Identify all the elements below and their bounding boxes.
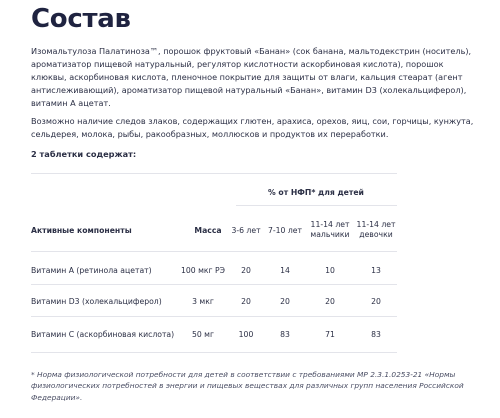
header-line: мальчики bbox=[310, 230, 350, 239]
table-divider bbox=[236, 205, 397, 206]
row-vitamin-c-name: Витамин С (аскорбиновая кислота) bbox=[31, 330, 175, 339]
row-vitamin-c-boys: 71 bbox=[325, 330, 335, 339]
row-vitamin-d3-name: Витамин D3 (холекальциферол) bbox=[31, 297, 162, 306]
column-header-component: Активные компоненты bbox=[31, 226, 132, 235]
table-divider bbox=[31, 352, 397, 353]
row-vitamin-d3-girls: 20 bbox=[371, 297, 381, 306]
column-header-mass: Масса bbox=[194, 226, 222, 235]
row-vitamin-c-age-7-10: 83 bbox=[280, 330, 290, 339]
table-divider bbox=[31, 173, 397, 174]
column-header-age-11-14-girls bbox=[352, 220, 400, 240]
header-line: девочки bbox=[359, 230, 393, 239]
table-subheading: 2 таблетки содержат: bbox=[31, 149, 137, 159]
row-vitamin-a-age-7-10: 14 bbox=[280, 266, 290, 275]
column-header-age-7-10: 7-10 лет bbox=[267, 226, 302, 235]
group-header: % от НФП* для детей bbox=[268, 188, 364, 197]
row-vitamin-c-age-3-6: 100 bbox=[238, 330, 254, 339]
row-vitamin-d3-boys: 20 bbox=[325, 297, 335, 306]
header-line: 11-14 лет bbox=[310, 220, 350, 229]
ingredients-text: Изомальтулоза Палатиноза™, порошок фруктовый «Банан» (сок банана, мальтодекстрин (носитель), ароматизатор пищевой натуральный, регулятор кислотности аскорбиновая кислота), порошок клюквы, аскорбиновая кислота, пленочное покрытие для защиты от влаги, кальция стеарат (агент антислеживающий), ароматизатор пищевой натуральный «Банан», витамин D3 (холекальциферол), витамин А ацетат. bbox=[31, 46, 472, 109]
row-vitamin-a-name: Витамин А (ретинола ацетат) bbox=[31, 266, 152, 275]
row-vitamin-c-mass: 50 мг bbox=[191, 330, 215, 339]
footnote: * Норма физиологической потребности для детей в соответствии с требованиями МР 2.3.1.0253-21 «Нормы физиологических потребностей в энергии и пищевых веществах для различных групп населения Российской Федерации». bbox=[31, 370, 464, 402]
row-vitamin-d3-age-7-10: 20 bbox=[280, 297, 290, 306]
table-divider bbox=[31, 284, 397, 285]
table-divider bbox=[31, 251, 397, 252]
row-vitamin-a-mass: 100 мкг РЭ bbox=[180, 266, 226, 275]
row-vitamin-d3-age-3-6: 20 bbox=[241, 297, 251, 306]
column-header-age-3-6: 3-6 лет bbox=[231, 226, 261, 235]
page-title: Состав bbox=[31, 4, 131, 34]
allergen-notice: Возможно наличие следов злаков, содержащих глютен, арахиса, орехов, яиц, сои, горчицы, кунжута, сельдерея, молока, рыбы, ракообразных, моллюсков и продуктов их переработки. bbox=[31, 116, 474, 140]
row-vitamin-a-girls: 13 bbox=[371, 266, 381, 275]
row-vitamin-a-age-3-6: 20 bbox=[241, 266, 251, 275]
table-divider bbox=[31, 316, 397, 317]
header-line: 11-14 лет bbox=[356, 220, 396, 229]
row-vitamin-c-girls: 83 bbox=[371, 330, 381, 339]
row-vitamin-d3-mass: 3 мкг bbox=[192, 297, 214, 306]
row-vitamin-a-boys: 10 bbox=[325, 266, 335, 275]
column-header-age-11-14-boys bbox=[304, 220, 356, 240]
